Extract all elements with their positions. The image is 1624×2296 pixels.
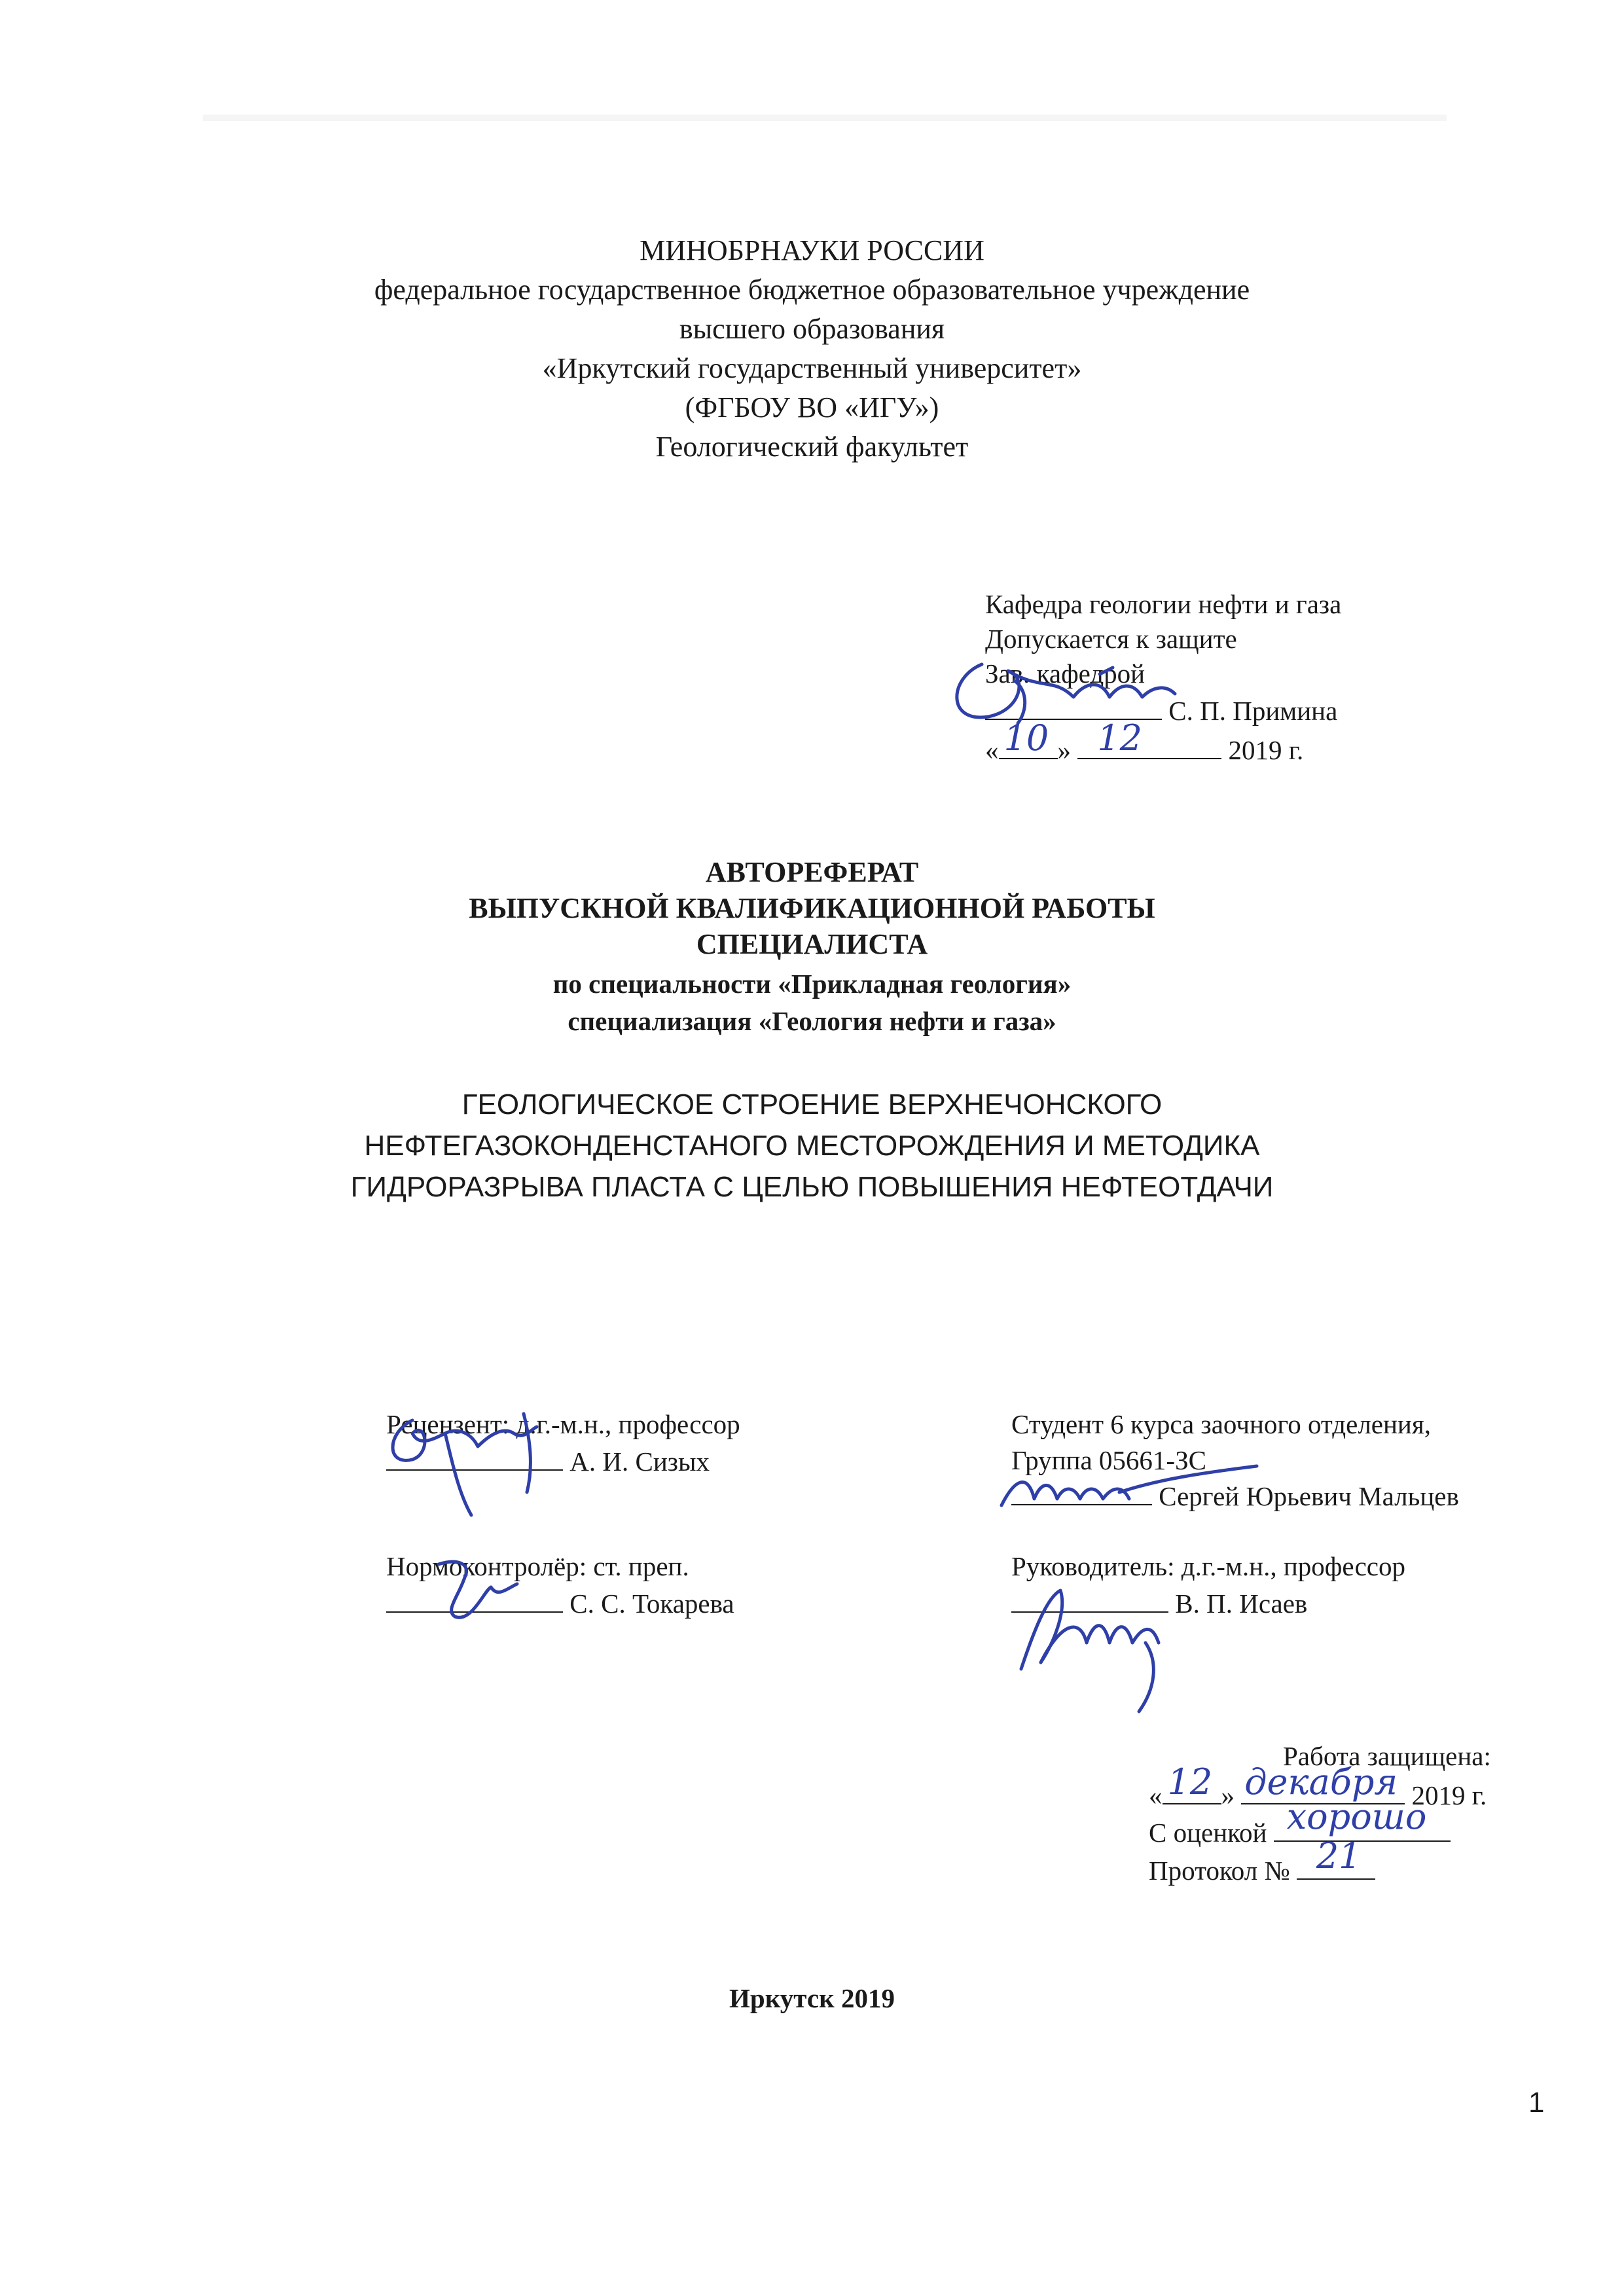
student-label: Студент 6 курса заочного отделения, [1011,1409,1431,1439]
page-number: 1 [1528,2087,1545,2119]
grade-label: С оценкой [1149,1818,1267,1848]
university-name: «Иркутский государственный университет» [542,352,1082,384]
education-level: высшего образования [679,313,945,345]
topic-line-2: НЕФТЕГАЗОКОНДЕНСТАНОГО МЕСТОРОЖДЕНИЯ И МЕТОДИКА [364,1130,1260,1162]
grade-value: хорошо [1286,1796,1427,1837]
protocol-value: 21 [1316,1835,1362,1876]
approval-day: 10 [1003,717,1049,759]
reviewer-name: А. И. Сизых [569,1446,710,1477]
normcontrol-label: Нормоконтролёр: ст. преп. [386,1551,689,1581]
normcontrol-signature [419,1551,550,1630]
title-work-type: ВЫПУСКНОЙ КВАЛИФИКАЦИОННОЙ РАБОТЫ [469,892,1155,924]
approval-month: 12 [1097,717,1142,759]
student-signature [988,1453,1270,1525]
defense-year: 2019 г. [1411,1780,1487,1810]
defense-date: « 12 » декабря 2019 г. [1149,1761,1487,1810]
scan-artifact [203,115,1447,121]
approval-date: « 10 » 12 2019 г. [985,717,1304,765]
city-year: Иркутск 2019 [729,1983,895,2013]
defended-label: Работа защищена: [1283,1741,1491,1771]
admitted-text: Допускается к защите [985,624,1237,654]
department-name: Кафедра геологии нефти и газа [985,589,1342,619]
title-abstract: АВТОРЕФЕРАТ [705,856,919,888]
supervisor-signature [995,1571,1191,1721]
head-label: Зав. кафедрой [985,658,1146,689]
reviewer-label: Рецензент: д.г.-м.н., профессор [386,1409,740,1439]
university-abbrev: (ФГБОУ ВО «ИГУ») [685,391,939,423]
ministry-name: МИНОБРНАУКИ РОССИИ [640,234,984,266]
topic-line-1: ГЕОЛОГИЧЕСКОЕ СТРОЕНИЕ ВЕРХНЕЧОНСКОГО [461,1088,1163,1121]
defense-month: декабря [1244,1761,1398,1803]
title-specialization: специализация «Геология нефти и газа» [568,1006,1056,1036]
title-specialty: по специальности «Прикладная геология» [552,969,1072,999]
supervisor-name: В. П. Исаев [1175,1588,1308,1619]
head-name: С. П. Примина [1168,696,1338,726]
grade-row [1149,1796,1451,1851]
normcontrol-name: С. С. Токарева [569,1588,734,1619]
reviewer-signature [373,1394,569,1525]
protocol-label: Протокол № [1149,1856,1290,1886]
defense-day: 12 [1167,1761,1213,1803]
approval-year: 2019 г. [1228,735,1304,765]
student-group: Группа 05661-ЗС [1011,1445,1206,1475]
faculty-name: Геологический факультет [655,431,969,463]
protocol-row [1149,1835,1375,1889]
institution-type: федеральное государственное бюджетное образовательное учреждение [374,274,1250,306]
student-name: Сергей Юрьевич Мальцев [1159,1481,1459,1511]
supervisor-label: Руководитель: д.г.-м.н., профессор [1011,1551,1405,1581]
head-signature [943,651,1191,749]
topic-line-3: ГИДРОРАЗРЫВА ПЛАСТА С ЦЕЛЬЮ ПОВЫШЕНИЯ НЕФТЕОТДАЧИ [350,1171,1274,1203]
title-degree: СПЕЦИАЛИСТА [696,928,928,960]
